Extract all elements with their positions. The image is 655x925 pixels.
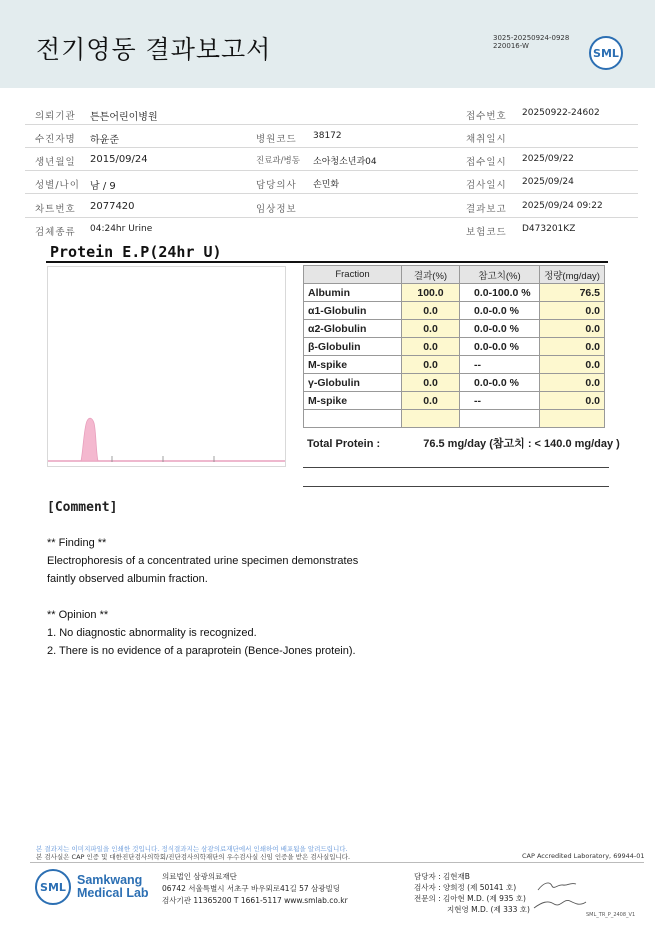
fraction-reference-empty	[460, 410, 540, 428]
doctor-value: 손민화	[313, 180, 340, 190]
footer-staff-1: 담당자 : 김현재B	[414, 872, 470, 881]
receipt-no-label: 접수번호	[466, 111, 507, 122]
sex-age-value: 남 / 9	[90, 181, 116, 192]
fraction-quantity: 0.0	[540, 320, 605, 338]
table-row-mspike-2	[304, 392, 605, 410]
hospital-code-label: 병원코드	[256, 134, 297, 145]
receive-date-label: 접수일시	[466, 157, 507, 168]
fraction-result: 0.0	[402, 320, 460, 338]
info-row-2	[25, 125, 638, 148]
fraction-result: 0.0	[402, 374, 460, 392]
fraction-quantity: 0.0	[540, 392, 605, 410]
birth-label: 생년월일	[35, 157, 76, 168]
fraction-name: α2-Globulin	[304, 320, 402, 338]
birth-value: 2015/09/24	[90, 154, 148, 165]
fraction-quantity: 0.0	[540, 302, 605, 320]
fraction-reference: 0.0-0.0 %	[460, 302, 540, 320]
footer-org: 의료법인 삼광의료재단	[162, 872, 237, 881]
table-row-empty	[304, 410, 605, 428]
footer-address-block	[162, 871, 348, 907]
opinion-line-2: 2. There is no evidence of a paraprotein (Bence-Jones protein).	[47, 645, 356, 657]
divider-line-1	[303, 467, 609, 468]
section-title: Protein E.P(24hr U)	[50, 243, 222, 261]
footer-logo: SML	[35, 869, 71, 905]
dept-value: 소아청소년과04	[313, 157, 377, 167]
fraction-reference: --	[460, 392, 540, 410]
total-protein	[307, 435, 620, 451]
fraction-name: γ-Globulin	[304, 374, 402, 392]
fraction-quantity-empty	[540, 410, 605, 428]
footer-warning: 본 결과지는 이미지파일을 인쇄한 것입니다. 정식결과지는 삼광의료재단에서 인쇄하여 배포됨을 알려드립니다.	[36, 845, 348, 853]
finding-heading: ** Finding **	[47, 537, 107, 549]
comment-title: [Comment]	[47, 500, 118, 515]
finding-line-2: faintly observed albumin fraction.	[47, 573, 208, 585]
footer-staff-block	[414, 871, 530, 915]
electrophoresis-svg	[48, 267, 285, 466]
table-row-alpha1	[304, 302, 605, 320]
col-result: 결과(%)	[402, 266, 460, 284]
institution-value: 튼튼어린이병원	[90, 112, 158, 123]
report-title: 전기영동 결과보고서	[36, 35, 272, 64]
fraction-result-empty	[402, 410, 460, 428]
sml-logo: SML	[589, 36, 623, 70]
info-row-5	[25, 195, 638, 218]
electrophoresis-plot	[47, 266, 286, 467]
fraction-name: Albumin	[304, 284, 402, 302]
fraction-name-empty	[304, 410, 402, 428]
footer-divider	[30, 862, 644, 863]
table-row-gamma	[304, 374, 605, 392]
col-reference: 참고치(%)	[460, 266, 540, 284]
insurance-label: 보험코드	[466, 227, 507, 238]
fraction-result: 0.0	[402, 392, 460, 410]
fraction-reference: 0.0-0.0 %	[460, 320, 540, 338]
fraction-result: 100.0	[402, 284, 460, 302]
fraction-quantity: 0.0	[540, 356, 605, 374]
fraction-name: M-spike	[304, 356, 402, 374]
dept-label: 진료과/병동	[256, 156, 300, 166]
table-row-beta	[304, 338, 605, 356]
divider-line-2	[303, 486, 609, 487]
fraction-reference: --	[460, 356, 540, 374]
specimen-label: 검체종류	[35, 227, 76, 238]
total-protein-value: 76.5 mg/day (참고치 : < 140.0 mg/day )	[423, 438, 620, 450]
fraction-quantity: 76.5	[540, 284, 605, 302]
table-row-alpha2	[304, 320, 605, 338]
table-header-row	[304, 266, 605, 284]
hospital-code-value: 38172	[313, 131, 342, 141]
section-divider	[46, 261, 608, 263]
fraction-quantity: 0.0	[540, 338, 605, 356]
test-date-value: 2025/09/24	[522, 177, 574, 187]
receipt-no-value: 20250922-24602	[522, 108, 600, 118]
footer-staff-4: 지현영 M.D. (제 333 호)	[447, 905, 530, 914]
table-row-albumin	[304, 284, 605, 302]
report-date-value: 2025/09/24 09:22	[522, 201, 603, 211]
footer-staff-3: 전문의 : 김아현 M.D. (제 935 호)	[414, 894, 526, 903]
doctor-label: 담당의사	[256, 180, 297, 191]
footer-lab-name-line1: Samkwang	[77, 873, 143, 887]
info-row-6	[25, 218, 638, 241]
sex-age-label: 성별/나이	[35, 180, 80, 191]
footer-lab-name	[77, 874, 149, 900]
fraction-result: 0.0	[402, 356, 460, 374]
fraction-result: 0.0	[402, 302, 460, 320]
footer-cap: CAP Accredited Laboratory, 69944-01	[522, 852, 645, 860]
col-quantity: 정량(mg/day)	[540, 266, 605, 284]
fraction-name: β-Globulin	[304, 338, 402, 356]
fraction-reference: 0.0-0.0 %	[460, 338, 540, 356]
col-fraction: Fraction	[304, 266, 402, 284]
collect-date-label: 채취일시	[466, 134, 507, 145]
document-id	[493, 34, 569, 50]
fraction-quantity: 0.0	[540, 374, 605, 392]
info-row-3	[25, 148, 638, 171]
patient-value: 하윤준	[90, 135, 119, 146]
footer-address: 06742 서울특별시 서초구 바우뫼로41길 57 삼광빌딩	[162, 884, 341, 893]
info-row-4	[25, 171, 638, 194]
signature-image	[530, 876, 590, 916]
footer-staff-2: 검사자 : 양희정 (제 50141 호)	[414, 883, 517, 892]
insurance-value: D473201KZ	[522, 224, 576, 234]
fraction-result: 0.0	[402, 338, 460, 356]
chart-no-label: 차트번호	[35, 204, 76, 215]
report-date-label: 결과보고	[466, 204, 507, 215]
fraction-name: α1-Globulin	[304, 302, 402, 320]
total-protein-label: Total Protein :	[307, 438, 381, 450]
opinion-heading: ** Opinion **	[47, 609, 109, 621]
footer-contact: 검사기관 11365200 T 1661-5117 www.smlab.co.kr	[162, 896, 348, 905]
fraction-name: M-spike	[304, 392, 402, 410]
chart-no-value: 2077420	[90, 201, 135, 212]
receive-date-value: 2025/09/22	[522, 154, 574, 164]
fraction-reference: 0.0-100.0 %	[460, 284, 540, 302]
document-id-line2: 220016-W	[493, 42, 529, 50]
footer-version: SML_TR_P_2408_V1	[586, 912, 636, 918]
fraction-table	[303, 265, 605, 428]
document-id-line1: 3025-20250924-0928	[493, 34, 570, 42]
test-date-label: 검사일시	[466, 180, 507, 191]
info-row-1	[25, 102, 638, 125]
patient-label: 수진자명	[35, 134, 76, 145]
table-row-mspike-1	[304, 356, 605, 374]
fraction-reference: 0.0-0.0 %	[460, 374, 540, 392]
opinion-line-1: 1. No diagnostic abnormality is recognized.	[47, 627, 257, 639]
finding-line-1: Electrophoresis of a concentrated urine specimen demonstrates	[47, 555, 359, 567]
institution-label: 의뢰기관	[35, 111, 76, 122]
specimen-value: 04:24hr Urine	[90, 224, 153, 234]
footer-certification: 본 검사실은 CAP 인증 및 대한진단검사의학회/진단검사의학재단의 우수검사실 신임 인증을 받은 검사실입니다.	[36, 853, 351, 861]
clinical-label: 임상정보	[256, 204, 297, 215]
footer-lab-name-line2: Medical Lab	[77, 886, 149, 900]
albumin-peak	[81, 418, 98, 461]
